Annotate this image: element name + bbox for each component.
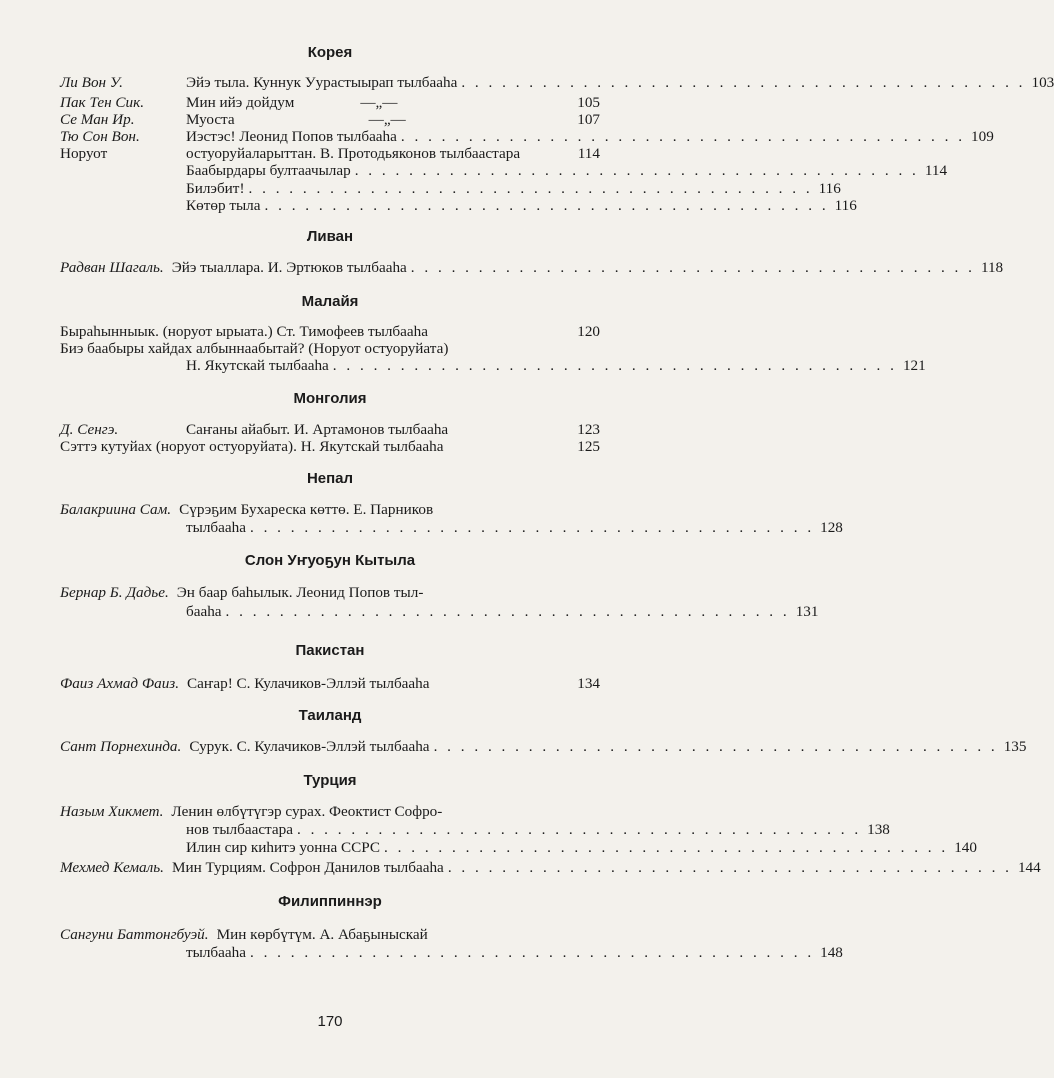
entry-author: Се Ман Ир. <box>60 111 135 128</box>
entry-title-cont: нов тылбаастара <box>186 821 293 838</box>
entry-page: 135 <box>1003 738 1027 755</box>
entry-author: Назым Хикмет. <box>60 803 164 820</box>
entry-author: Сант Порнехинда. <box>60 738 182 755</box>
section-malaya: Малайя <box>301 293 359 310</box>
dot-leader <box>355 161 919 181</box>
entry-mekhmed-kemal <box>60 858 1041 878</box>
entry-title: Мин көрбүтүм. А. Абаҕыныскай <box>216 926 428 943</box>
entry-radvan-shagal <box>60 258 1004 278</box>
entry-title: Эйэ тыаллара. И. Эртюков тылбааһа <box>171 259 407 276</box>
section-nepal: Непал <box>306 470 354 487</box>
section-tailand: Таиланд <box>298 707 362 724</box>
entry-page: 114 <box>577 145 600 162</box>
entry-title: Илин сир киһитэ уонна ССРС <box>186 839 381 856</box>
entry-author: Бернар Б. Дадье. <box>60 584 169 601</box>
entry-sanguni-battongbuey <box>60 925 600 945</box>
entry-title: Эйэ тыла. Куннук Уурастыырап тылбааһа <box>186 74 458 91</box>
entry-sette-kutuyakh <box>60 437 600 457</box>
entry-page: 107 <box>577 111 600 128</box>
entry-li-von-u <box>60 73 1054 93</box>
entry-page: 118 <box>980 259 1004 276</box>
section-korea: Корея <box>307 44 353 61</box>
dot-leader <box>384 838 948 858</box>
ditto-mark: —„— <box>360 94 398 111</box>
entry-page: 103 <box>1031 74 1054 91</box>
entry-title: Биэ баабыры хайдах албыннаабытай? (Норуот остуоруйата) <box>60 340 449 357</box>
dot-leader <box>461 73 1025 93</box>
entry-title: Сэттэ кутуйах (норуот остуоруйата). Н. Якутскай тылбааһа <box>60 438 444 455</box>
entry-page: 109 <box>971 128 994 145</box>
section-livan: Ливан <box>306 228 354 245</box>
entry-page: 138 <box>867 821 890 838</box>
section-pakistan: Пакистан <box>295 642 365 659</box>
entry-nazym-khikmet-cont <box>60 820 890 840</box>
entry-author: Сангуни Баттонгбуэй. <box>60 926 209 943</box>
entry-title: Мин Турциям. Софрон Данилов тылбааһа <box>171 859 444 876</box>
entry-title: Көтөр тыла <box>186 197 261 214</box>
dot-leader <box>411 258 975 278</box>
entry-author: Тю Сон Вон. <box>60 128 140 145</box>
entry-faiz-ahmad-faiz <box>60 674 600 694</box>
entry-author: Д. Сенгэ. <box>60 421 119 438</box>
entry-bernar-dadie-cont <box>60 602 819 622</box>
dot-leader <box>333 356 897 376</box>
entry-title: Билэбит! <box>186 180 245 197</box>
entry-page: 128 <box>820 519 843 536</box>
entry-title: Быраһынныык. (норуот ырыата.) Ст. Тимофеев тылбааһа <box>60 323 428 340</box>
dot-leader <box>448 858 1012 878</box>
entry-title: Ленин өлбүтүгэр сурах. Феоктист Софро- <box>171 803 443 820</box>
entry-title: Мин ийэ дойдум <box>186 94 295 111</box>
entry-bernar-dadie <box>60 583 600 603</box>
entry-author: Мехмед Кемаль. <box>60 859 164 876</box>
entry-page: 144 <box>1017 859 1041 876</box>
entry-title-cont: бааһа <box>186 603 222 620</box>
entry-author: Ли Вон У. <box>60 74 123 91</box>
entry-title: Саҥар! С. Кулачиков-Эллэй тылбааһа <box>187 675 430 692</box>
entry-sub <box>60 161 948 181</box>
entry-title: Сурук. С. Кулачиков-Эллэй тылбааһа <box>189 738 430 755</box>
section-slon: Слон Уҥуоҕун Кытыла <box>244 552 416 569</box>
entry-page: 105 <box>577 94 600 111</box>
dot-leader <box>250 943 814 963</box>
section-turtsia: Турция <box>303 772 357 789</box>
entry-page: 120 <box>577 323 600 340</box>
entry-page: 116 <box>834 197 857 214</box>
entry-sub <box>60 196 857 216</box>
entry-title: остуоруйаларыттан. В. Протодьяконов тылбаастара <box>186 145 521 162</box>
entry-title: Муоста <box>186 111 235 128</box>
entry-page: 131 <box>795 603 819 620</box>
entry-balakriina-sam <box>60 500 600 520</box>
entry-title-cont: тылбааһа <box>186 519 246 536</box>
entry-author: Радван Шагаль. <box>60 259 164 276</box>
entry-page: 148 <box>820 944 843 961</box>
entry-nazym-khikmet <box>60 802 600 822</box>
entry-page: 114 <box>924 162 948 179</box>
entry-page: 123 <box>577 421 600 438</box>
entry-author: Фаиз Ахмад Фаиз. <box>60 675 180 692</box>
entry-sanguni-battongbuey-cont <box>60 943 843 963</box>
entry-author: Норуот <box>60 145 108 162</box>
dot-leader <box>434 737 998 757</box>
entry-title-cont: тылбааһа <box>186 944 246 961</box>
entry-sant-pornekhinda <box>60 737 1027 757</box>
entry-page: 116 <box>818 180 841 197</box>
entry-page: 125 <box>577 438 600 455</box>
entry-author: Балакриина Сам. <box>60 501 172 518</box>
entry-title: Сүрэҕим Бухареска көттө. Е. Парников <box>179 501 434 518</box>
entry-page: 134 <box>577 675 600 692</box>
dot-leader <box>226 602 790 622</box>
dot-leader <box>250 518 814 538</box>
entry-balakriina-sam-cont <box>60 518 843 538</box>
page-number: 170 <box>317 1013 343 1030</box>
dot-leader <box>265 196 829 216</box>
entry-title-cont: Н. Якутскай тылбааһа <box>186 357 329 374</box>
section-mongolia: Монголия <box>293 390 367 407</box>
entry-title: Баабырдары бултаачылар <box>186 162 351 179</box>
entry-page: 121 <box>902 357 926 374</box>
entry-title: Саҥаны айабыт. И. Артамонов тылбааһа <box>186 421 449 438</box>
entry-bie-baabyry-cont <box>60 356 926 376</box>
ditto-mark: —„— <box>368 111 406 128</box>
entry-title: Эн баар баһылык. Леонид Попов тыл- <box>176 584 424 601</box>
section-filippinner: Филиппиннэр <box>278 893 382 910</box>
entry-title: Иэстэс! Леонид Попов тылбааһа <box>186 128 397 145</box>
entry-author: Пак Тен Сик. <box>60 94 145 111</box>
dot-leader <box>297 820 861 840</box>
entry-page: 140 <box>954 839 977 856</box>
entry-ilin-sir <box>60 838 977 858</box>
